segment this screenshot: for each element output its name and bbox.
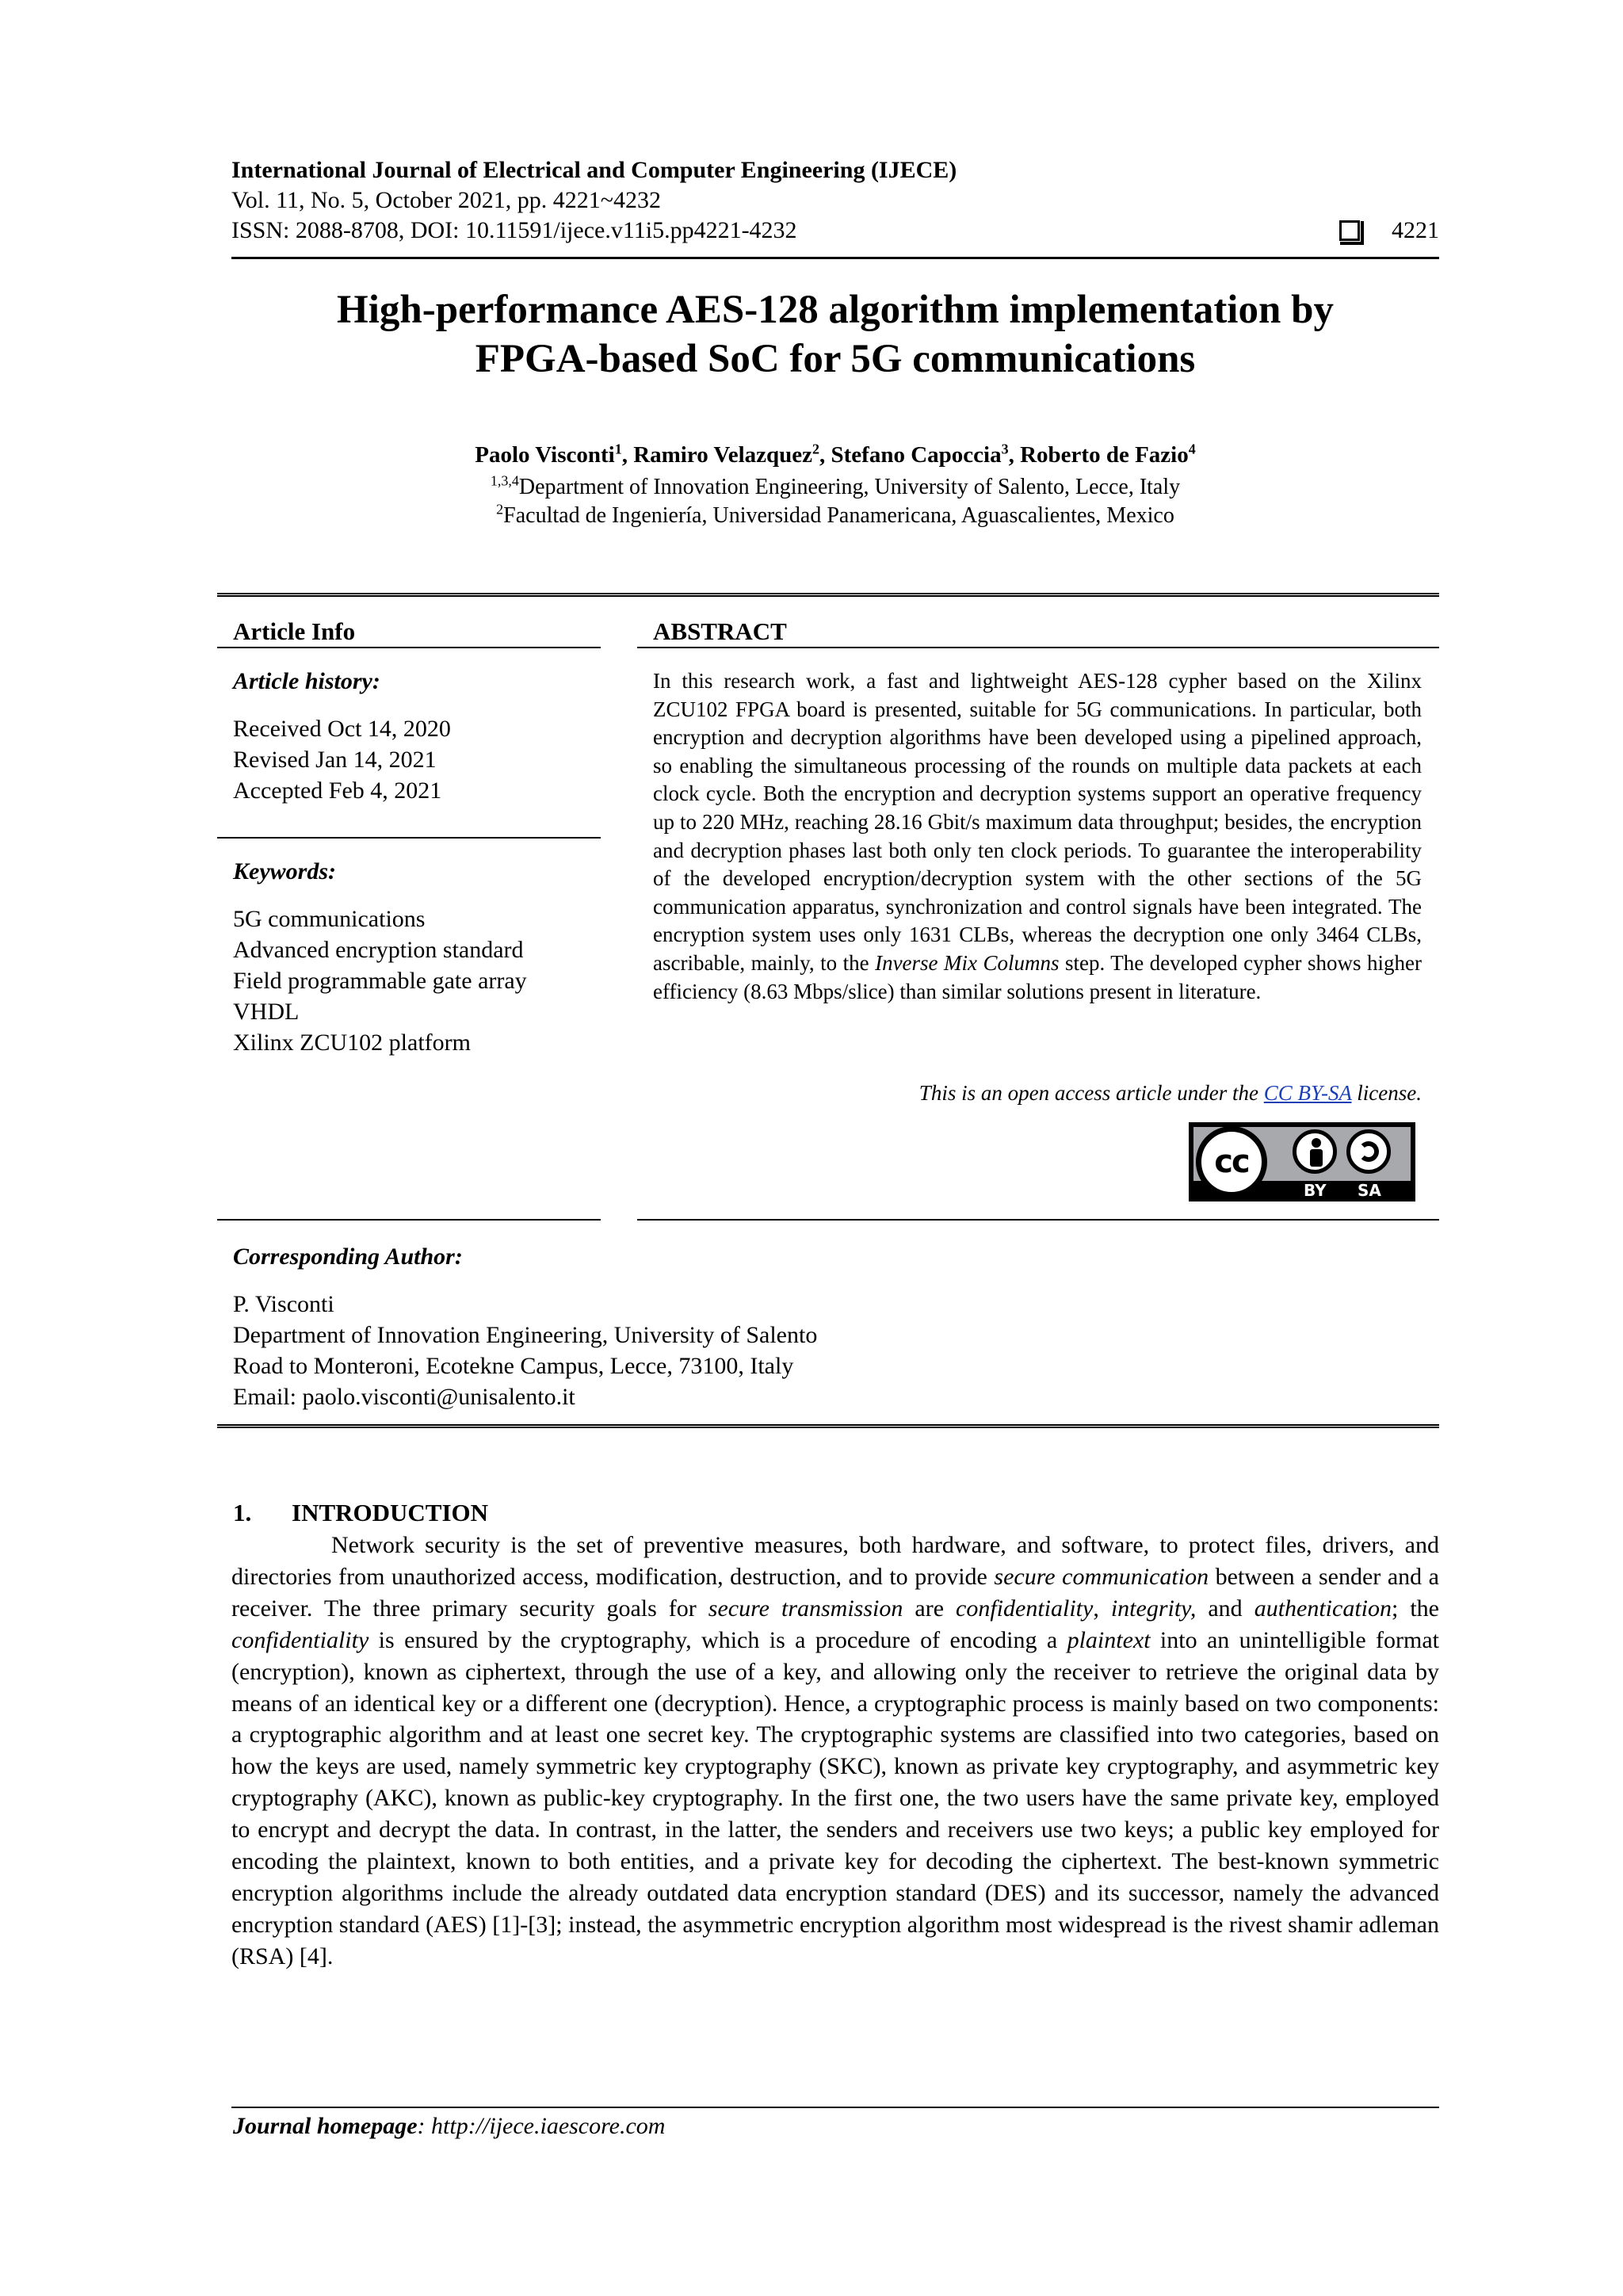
keyword-item: VHDL — [233, 999, 300, 1025]
info-box-top-rule — [217, 593, 1439, 597]
article-info-rule — [217, 647, 601, 648]
journal-volume: Vol. 11, No. 5, October 2021, pp. 4221~4232 — [231, 187, 662, 213]
intro-text-segment: Network security is the set of preventive measures, both hardware, and software, to protect files, drivers, and directories from unauthorized access, modification, destruction, and to provide — [231, 1532, 1439, 1590]
share-alike-icon — [1346, 1129, 1391, 1174]
author-name: Roberto de Fazio — [1020, 442, 1189, 468]
intro-italic-term: integrity, — [1110, 1595, 1197, 1622]
intro-text-segment: into an unintelligible format (encryption), known as ciphertext, through the use of a key, and allowing only the receiver to retrieve the original data by means of an identical key or a different one (decryption). Hence, a cryptographic process is mainly based on two components: a cryptographic algorithm and at least one secret key. The cryptographic systems are classified into two categories, based on how the keys are used, namely symmetric key cryptography (SKC), known as private key cryptography, and asymmetric key cryptography (AKC), known as public-key cryptography. In the first one, the two users have the same private key, employed to encrypt and decrypt the data. In contrast, in the latter, the senders and receivers use two keys; a public key employed for encoding the plaintext, known to both entities, and a private key for decoding the ciphertext. The best-known symmetric encryption algorithms include the already outdated data encryption standard (DES) and its successor, namely the advanced encryption standard (AES) [1]-[3]; instead, the asymmetric encryption algorithm most widespread is the rivest shamir adleman (RSA) [4]. — [231, 1626, 1439, 1969]
history-item: Revised Jan 14, 2021 — [233, 747, 437, 773]
abstract-text — [653, 667, 1422, 1006]
abstract-italic-term: Inverse Mix Columns — [875, 950, 1060, 975]
author-name: Stefano Capoccia — [831, 442, 1002, 468]
keywords-rule — [217, 837, 601, 839]
license-prefix: This is an open access article under the — [918, 1081, 1264, 1105]
shadow-box-icon — [1339, 220, 1360, 241]
intro-text-segment: between a sender and a receiver. The three primary security goals for — [231, 1563, 1440, 1622]
license-statement — [653, 1079, 1422, 1106]
intro-text-segment: ; the — [1392, 1595, 1439, 1622]
license-link[interactable]: CC BY-SA — [1263, 1081, 1352, 1105]
paper-title — [231, 285, 1439, 384]
affiliation-sup: 1,3,4 — [490, 472, 519, 489]
article-info-heading: Article Info — [233, 617, 356, 645]
journal-name: International Journal of Electrical and Computer Engineering (IJECE) — [231, 157, 957, 183]
corresponding-author-line: Road to Monteroni, Ecotekne Campus, Lecce, 73100, Italy — [233, 1353, 794, 1379]
journal-issn-row — [231, 216, 1439, 246]
article-history-list — [233, 713, 451, 806]
footer-label: Journal homepage — [233, 2113, 418, 2139]
author-sup: 2 — [812, 441, 820, 457]
keyword-item: Xilinx ZCU102 platform — [233, 1030, 471, 1056]
license-suffix: license. — [1351, 1081, 1422, 1105]
footer-rule — [231, 2107, 1439, 2108]
journal-homepage-link[interactable]: http://ijece.iaescore.com — [431, 2113, 666, 2139]
section-title: INTRODUCTION — [292, 1499, 489, 1526]
corresponding-author-email: Email: paolo.visconti@unisalento.it — [233, 1384, 575, 1410]
intro-text-segment: is ensured by the cryptography, which is a procedure of encoding a — [369, 1626, 1067, 1653]
cc-icon: cc — [1196, 1126, 1267, 1198]
affiliation — [231, 474, 1439, 501]
intro-text-segment: , — [1093, 1595, 1111, 1622]
title-line-1: High-performance AES-128 algorithm implementation by — [337, 288, 1334, 332]
section-number: 1. — [233, 1499, 252, 1526]
author-sup: 4 — [1188, 441, 1196, 457]
keywords-list — [233, 904, 527, 1058]
intro-italic-term: authentication — [1254, 1595, 1392, 1622]
author-sup: 1 — [614, 441, 622, 457]
keyword-item: 5G communications — [233, 906, 426, 932]
journal-header — [231, 155, 1439, 246]
abstract-rule — [637, 647, 1439, 648]
abstract-bottom-rule — [637, 1219, 1439, 1221]
intro-text-segment: and — [1196, 1595, 1254, 1622]
journal-footer — [233, 2111, 665, 2141]
article-info-bottom-rule — [217, 1219, 601, 1221]
header-rule — [231, 257, 1439, 259]
intro-italic-term: secure transmission — [708, 1595, 903, 1622]
intro-italic-term: confidentiality — [231, 1626, 369, 1653]
history-item: Received Oct 14, 2020 — [233, 716, 451, 742]
corresponding-author-heading: Corresponding Author: — [233, 1244, 463, 1270]
journal-issn: ISSN: 2088-8708, DOI: 10.11591/ijece.v11i5.pp4221-4232 — [231, 217, 797, 243]
person-icon — [1293, 1129, 1337, 1174]
cc-by-sa-badge[interactable] — [1189, 1122, 1415, 1201]
keywords-heading: Keywords: — [233, 858, 336, 884]
intro-italic-term: secure communication — [994, 1563, 1209, 1590]
author-list: Paolo Visconti$^1$, Ramiro Velazquez$^2$, Stefano Capoccia$^3$, Roberto de Fazio$^4$ — [475, 441, 1196, 468]
by-label: BY — [1304, 1181, 1327, 1200]
corresponding-author-line: Department of Innovation Engineering, University of Salento — [233, 1322, 818, 1348]
author-name: Paolo Visconti — [475, 442, 615, 468]
history-item: Accepted Feb 4, 2021 — [233, 777, 442, 804]
affiliation-text: Department of Innovation Engineering, University of Salento, Lecce, Italy — [518, 475, 1181, 499]
author-sup: 3 — [1001, 441, 1009, 457]
title-line-2: FPGA-based SoC for 5G communications — [475, 337, 1196, 381]
footer-separator: : — [417, 2113, 432, 2139]
keyword-item: Field programmable gate array — [233, 968, 527, 994]
intro-italic-term: plaintext — [1067, 1626, 1151, 1653]
article-history-heading: Article history: — [233, 668, 380, 694]
intro-italic-term: confidentiality — [956, 1595, 1094, 1622]
affiliation-sup: 2 — [496, 501, 504, 518]
intro-text-segment: are — [903, 1595, 957, 1622]
corresponding-author-details — [233, 1289, 817, 1412]
abstract-heading: ABSTRACT — [653, 617, 787, 645]
sa-label: SA — [1358, 1181, 1381, 1200]
affiliation — [231, 502, 1439, 529]
affiliation-text: Facultad de Ingeniería, Universidad Panamericana, Aguascalientes, Mexico — [503, 503, 1174, 528]
page-number: 4221 — [1392, 217, 1439, 243]
introduction-heading — [233, 1498, 488, 1528]
introduction-text — [231, 1530, 1439, 1973]
abstract-body-end: step. The developed cypher shows higher efficiency (8.63 Mbps/slice) than similar solutions present in literature. — [653, 950, 1422, 1003]
author-name: Ramiro Velazquez — [633, 442, 813, 468]
info-box-bottom-rule — [217, 1424, 1439, 1428]
keyword-item: Advanced encryption standard — [233, 937, 524, 963]
abstract-body: In this research work, a fast and lightweight AES-128 cypher based on the Xilinx ZCU102 FPGA board is presented, suitable for 5G communications. In particular, both encryption and decryption algorithms have been developed using a pipelined approach, so enabling the simultaneous processing of the rounds on multiple data packets at each clock cycle. Both the encryption and decryption systems support an operative frequency up to 220 MHz, reaching 28.16 Gbit/s maximum data throughput; besides, the encryption and decryption phases last both only ten clock periods. To guarantee the interoperability of the developed encryption/decryption system with the other sections of the 5G communication apparatus, synchronization and control signals have been integrated. The encryption system uses only 1631 CLBs, whereas the decryption one only 3464 CLBs, ascribable, mainly, to the — [653, 669, 1422, 975]
corresponding-author-line: P. Visconti — [233, 1291, 334, 1317]
